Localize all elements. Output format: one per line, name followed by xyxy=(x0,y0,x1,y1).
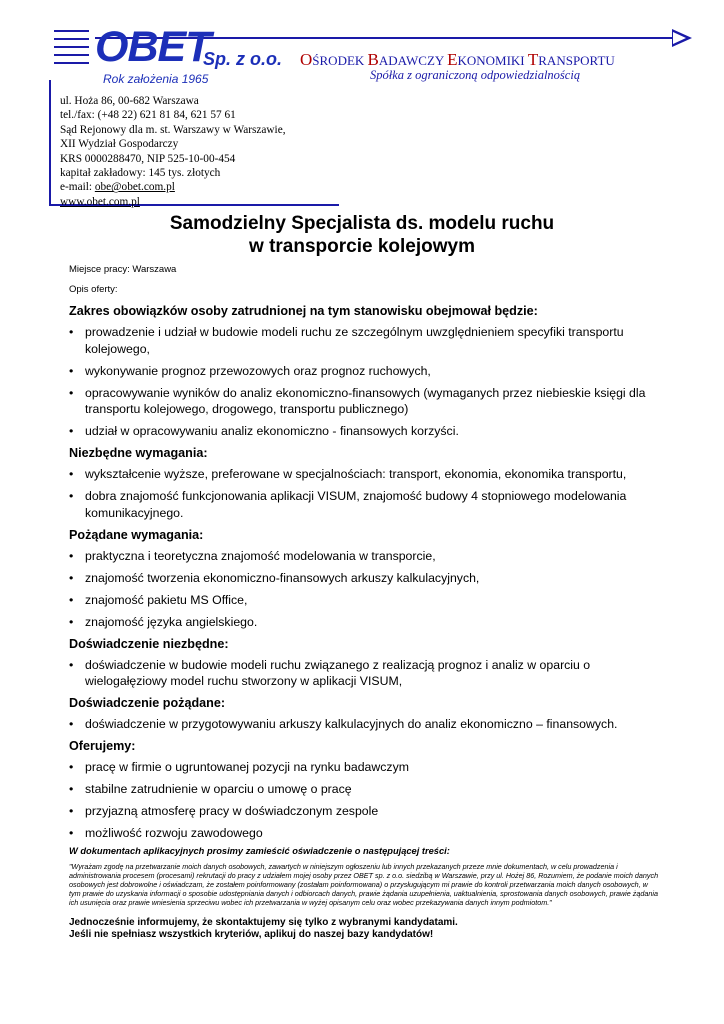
list-item-text: doświadczenie w budowie modeli ruchu związanego z realizacją prognoz i analiz w oparciu o wielogałęziowy model ruchu stworzony w aplikacji VISUM, xyxy=(85,657,591,688)
founded-year: Rok założenia 1965 xyxy=(103,72,209,86)
list-item-text: prowadzenie i udział w budowie modeli ruchu ze szczególnym uwzględnieniem specyfiki transportu kolejowego, xyxy=(85,325,624,356)
list-item xyxy=(69,324,659,357)
section-heading: Doświadczenie niezbędne: xyxy=(69,636,229,651)
section-heading: Niezbędne wymagania: xyxy=(69,446,208,460)
bullet-icon: • xyxy=(69,385,74,400)
email-line: e-mail: obe@obet.com.pl xyxy=(60,181,175,194)
list-item xyxy=(69,466,659,483)
bullet-icon: • xyxy=(69,760,74,774)
company-name: OŚRODEK BADAWCZY EKONOMIKI TRANSPORTU xyxy=(300,50,615,69)
address-line: ul. Hoża 86, 00-682 Warszawa xyxy=(60,95,199,107)
list-item xyxy=(69,759,659,776)
bullet-icon: • xyxy=(69,804,74,818)
consent-statement: "Wyrażam zgodę na przetwarzanie moich danych osobowych, zawartych w niniejszym ogłoszeniu lub innych przekazanych przeze mnie dokumentach, w celu prowadzenia i administrowania procesem (procesami) rekrutacji do pracy z udziałem mojej osoby przez OBET sp. z o.o. siedzibą w Warszawie, przy ul. Hożej 86, Rozumiem, że podanie moich danych osobowych jest dobrowolne i oświadczam, że zostałem poinformowany (zostałam poinformowana) o przysługującym mi prawie do kontroli przetwarzania moich danych osobowych, w tym prawie do uzyskania informacji o sposobie udostępniania danych i odbiorcach danych, prawie żądania uzupełnienia, uaktualnienia, sprostowania danych osobowych, prawie żądania ich usunięcia oraz prawie wniesienia sprzeciwu wobec ich przetwarzania w wyżej opisanym celu oraz wobec przekazywania danych innym podmiotom." xyxy=(69,862,659,907)
section-list xyxy=(69,548,659,631)
list-item xyxy=(69,423,659,440)
list-item-text: stabilne zatrudnienie w oparciu o umowę o pracę xyxy=(85,782,352,796)
address-border-vertical xyxy=(49,80,51,205)
bullet-icon: • xyxy=(69,548,74,563)
email-link[interactable]: obe@obet.com.pl xyxy=(94,181,175,194)
list-item-text: znajomość pakietu MS Office, xyxy=(85,592,248,607)
list-item xyxy=(69,592,659,609)
bullet-icon: • xyxy=(69,467,74,481)
bullet-icon: • xyxy=(69,363,74,378)
bullet-icon: • xyxy=(69,325,74,339)
bullet-icon: • xyxy=(69,570,74,585)
list-item xyxy=(69,781,659,798)
section-heading: Oferujemy: xyxy=(69,739,136,753)
section-heading: Doświadczenie pożądane: xyxy=(69,696,226,710)
list-item-text: wykonywanie prognoz przewozowych oraz prognoz ruchowych, xyxy=(85,363,431,378)
bullet-icon: • xyxy=(69,717,74,731)
section-list xyxy=(69,466,659,521)
bullet-icon: • xyxy=(69,657,74,672)
address-line: XII Wydział Gospodarczy xyxy=(60,138,179,151)
bullet-icon: • xyxy=(69,424,74,438)
list-item-text: możliwość rozwoju zawodowego xyxy=(85,826,263,840)
bullet-icon: • xyxy=(69,614,74,629)
section-heading: Zakres obowiązków osoby zatrudnionej na tym stanowisku obejmował będzie: xyxy=(69,304,538,318)
list-item-text: przyjazną atmosferę pracy w doświadczonym zespole xyxy=(85,804,379,818)
list-item-text: opracowywanie wyników do analiz ekonomiczno-finansowych (wymaganych przez niebieskie księgi dla transportu kolejowego, drogowego, transportu publicznego) xyxy=(85,385,646,416)
website-link[interactable]: www.obet.com.pl xyxy=(60,195,140,208)
bullet-icon: • xyxy=(69,592,74,607)
job-location: Miejsce pracy: Warszawa xyxy=(69,264,177,275)
list-item xyxy=(69,803,659,820)
list-item xyxy=(69,657,659,690)
company-logo-suffix: Sp. z o.o. xyxy=(203,49,282,69)
list-item-text: znajomość tworzenia ekonomiczno-finansowych arkuszy kalkulacyjnych, xyxy=(85,570,480,585)
apply-note: W dokumentach aplikacyjnych prosimy zamieścić oświadczenie o następującej treści: xyxy=(69,846,450,856)
section-list xyxy=(69,657,659,690)
list-item-text: praktyczna i teoretyczna znajomość modelowania w transporcie, xyxy=(85,548,436,563)
bullet-icon: • xyxy=(69,782,74,796)
list-item xyxy=(69,614,659,631)
section-list xyxy=(69,716,659,733)
list-item-text: dobra znajomość funkcjonowania aplikacji VISUM, znajomość budowy 4 stopniowego modelowania komunikacyjnego. xyxy=(85,489,627,520)
company-logo: OBET xyxy=(95,23,211,71)
section-heading: Pożądane wymagania: xyxy=(69,527,204,542)
address-line: kapitał zakładowy: 145 tys. złotych xyxy=(60,167,221,180)
list-item xyxy=(69,548,659,565)
description-label: Opis oferty: xyxy=(69,284,118,295)
job-title: Samodzielny Specjalista ds. modelu ruchu w transporcie kolejowym xyxy=(169,213,555,257)
list-item-text: doświadczenie w przygotowywaniu arkuszy kalkulacyjnych do analiz ekonomiczno – finansowych. xyxy=(85,717,618,731)
company-subtitle: Spółka z ograniczoną odpowiedzialnością xyxy=(370,68,581,82)
address-line: KRS 0000288470, NIP 525-10-00-454 xyxy=(60,152,236,165)
list-item xyxy=(69,363,659,380)
job-description xyxy=(69,303,659,847)
company-address xyxy=(60,94,286,209)
bullet-icon: • xyxy=(69,826,74,840)
list-item-text: udział w opracowywaniu analiz ekonomiczno - finansowych korzyści. xyxy=(85,424,459,438)
section-list xyxy=(69,759,659,842)
list-item xyxy=(69,385,659,418)
address-line: Sąd Rejonowy dla m. st. Warszawy w Warszawie, xyxy=(60,123,286,136)
closing-note: Jednocześnie informujemy, że skontaktujemy się tylko z wybranymi kandydatami. Jeśli nie spełniasz wszystkich kryteriów, aplikuj do naszej bazy kandydatów! xyxy=(69,917,458,940)
list-item xyxy=(69,825,659,842)
list-item-text: znajomość języka angielskiego. xyxy=(85,614,258,629)
bullet-icon: • xyxy=(69,489,74,503)
list-item xyxy=(69,716,659,733)
section-list xyxy=(69,324,659,440)
list-item-text: pracę w firmie o ugruntowanej pozycji na rynku badawczym xyxy=(85,760,409,774)
list-item xyxy=(69,570,659,587)
list-item xyxy=(69,488,659,521)
address-line: tel./fax: (+48 22) 621 81 84, 621 57 61 xyxy=(60,109,236,122)
list-item-text: wykształcenie wyższe, preferowane w specjalnościach: transport, ekonomia, ekonomika transportu, xyxy=(85,467,627,481)
